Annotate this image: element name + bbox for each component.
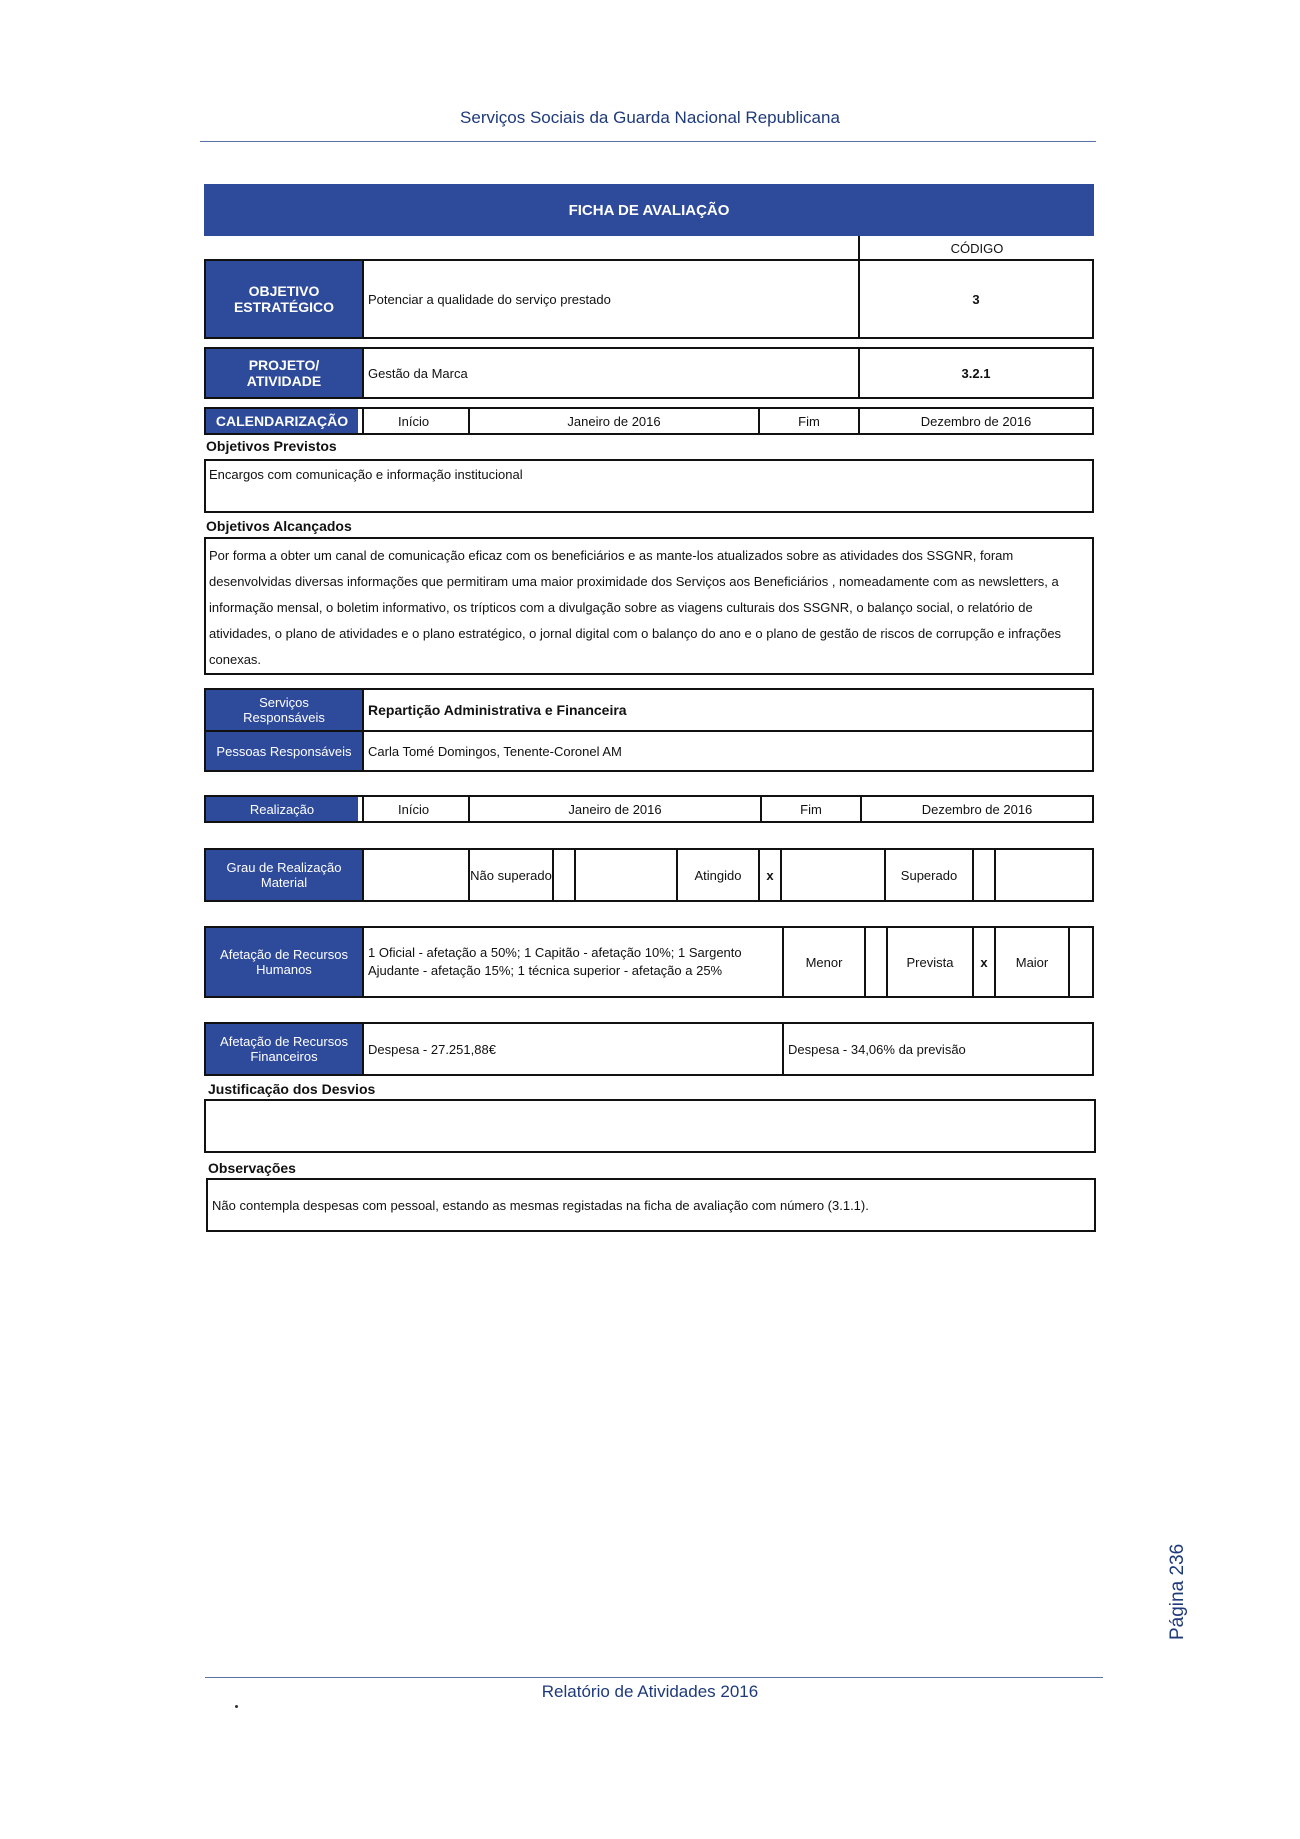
scan-speck: [235, 1705, 238, 1708]
divider: [552, 850, 554, 900]
projeto-value: Gestão da Marca: [368, 365, 468, 381]
rh-value: 1 Oficial - afetação a 50%; 1 Capitão - afetação 10%; 1 Sargento Ajudante - afetação 15%; 1 técnica superior - afetação a 25%: [368, 945, 742, 978]
calendarizacao-inicio: Janeiro de 2016: [567, 413, 661, 429]
observacoes-label: Observações: [208, 1160, 296, 1176]
document-header-title: Serviços Sociais da Guarda Nacional Republicana: [460, 108, 840, 127]
rh-prevista-mark: x: [980, 954, 988, 970]
rh-prevista: Prevista: [906, 954, 954, 970]
calendarizacao-label: CALENDARIZAÇÃO: [206, 409, 358, 433]
realizacao-inicio-label: Início: [398, 801, 430, 817]
realizacao-inicio: Janeiro de 2016: [568, 801, 662, 817]
rh-label: Afetação de Recursos Humanos: [206, 928, 362, 996]
projeto-label: PROJETO/ ATIVIDADE: [206, 349, 362, 397]
realizacao-fim: Dezembro de 2016: [921, 801, 1033, 817]
realizacao-label: Realização: [206, 797, 358, 821]
grau-atingido-mark: x: [766, 867, 774, 883]
projeto-row: [204, 347, 1094, 399]
grau-nao-superado: Não superado: [470, 867, 552, 883]
rf-despesa: Despesa - 27.251,88€: [368, 1041, 496, 1057]
objetivos-previstos-label: Objetivos Previstos: [206, 438, 337, 454]
objetivo-value: Potenciar a qualidade do serviço prestado: [368, 291, 611, 307]
grau-superado: Superado: [900, 867, 958, 883]
objetivo-code: 3: [972, 291, 980, 307]
pessoas-label: Pessoas Responsáveis: [206, 732, 362, 770]
servicos-value: Repartição Administrativa e Financeira: [368, 702, 627, 718]
divider: [1068, 928, 1070, 996]
divider: [362, 850, 364, 900]
objetivos-alcancados-text: Por forma a obter um canal de comunicação eficaz com os beneficiários e as mante-los atualizados sobre as atividades dos SSGNR, foram desenvolvidas diversas informações que permitiram uma maior proximidade dos Serviços aos Beneficiários , nomeadamente com as newsletters, a informação mensal, o boletim informativo, os trípticos com a divulgação sobre as viagens culturais dos SSGNR, o balanço social, o relatório de atividades, o plano de atividades e o plano estratégico, o jornal digital com o balanço do ano e o plano de gestão de riscos de corrupção e infrações conexas.: [209, 548, 1062, 667]
calendarizacao-row: [204, 407, 1094, 435]
responsaveis-table: [204, 688, 1094, 772]
observacoes-text: Não contempla despesas com pessoal, estando as mesmas registadas na ficha de avaliação com número (3.1.1).: [212, 1197, 869, 1213]
codigo-label: CÓDIGO: [950, 240, 1004, 256]
recursos-financeiros-row: [204, 1022, 1094, 1076]
projeto-code: 3.2.1: [961, 365, 991, 381]
recursos-humanos-row: [204, 926, 1094, 998]
objetivos-alcancados-label: Objetivos Alcançados: [206, 518, 352, 534]
calendarizacao-fim-label: Fim: [798, 413, 820, 429]
rh-maior: Maior: [1015, 954, 1049, 970]
calendarizacao-fim: Dezembro de 2016: [920, 413, 1032, 429]
realizacao-fim-label: Fim: [800, 801, 822, 817]
rh-menor: Menor: [805, 954, 843, 970]
footer-divider: [205, 1677, 1103, 1678]
grau-label: Grau de Realização Material: [206, 850, 362, 900]
objetivos-alcancados-box: [204, 537, 1094, 675]
grau-realizacao-row: [204, 848, 1094, 902]
objetivos-previstos-text: Encargos com comunicação e informação institucional: [209, 467, 523, 482]
divider: [994, 850, 996, 900]
realizacao-row: [204, 795, 1094, 823]
pessoas-value: Carla Tomé Domingos, Tenente-Coronel AM: [368, 743, 622, 759]
grau-atingido: Atingido: [694, 867, 742, 883]
objetivo-row: [204, 259, 1094, 339]
rf-label: Afetação de Recursos Financeiros: [206, 1024, 362, 1074]
divider: [972, 850, 974, 900]
calendarizacao-inicio-label: Início: [398, 413, 430, 429]
servicos-label: Serviços Responsáveis: [206, 690, 362, 730]
form-title: FICHA DE AVALIAÇÃO: [204, 184, 1094, 236]
rf-previsao: Despesa - 34,06% da previsão: [788, 1041, 966, 1057]
page-number-text: Página 236: [1167, 1543, 1188, 1640]
objetivo-label: OBJETIVO ESTRATÉGICO: [206, 261, 362, 337]
header-divider: [200, 141, 1096, 142]
justificacao-label: Justificação dos Desvios: [208, 1081, 376, 1097]
footer-title: Relatório de Atividades 2016: [541, 1682, 759, 1701]
codigo-header-cell: [858, 236, 1094, 260]
observacoes-box: [206, 1178, 1096, 1232]
page-number: [1145, 1543, 1215, 1640]
divider: [864, 928, 866, 996]
justificacao-box: [204, 1099, 1096, 1153]
divider: [780, 850, 782, 900]
objetivos-previstos-box: [204, 459, 1094, 513]
divider: [574, 850, 576, 900]
